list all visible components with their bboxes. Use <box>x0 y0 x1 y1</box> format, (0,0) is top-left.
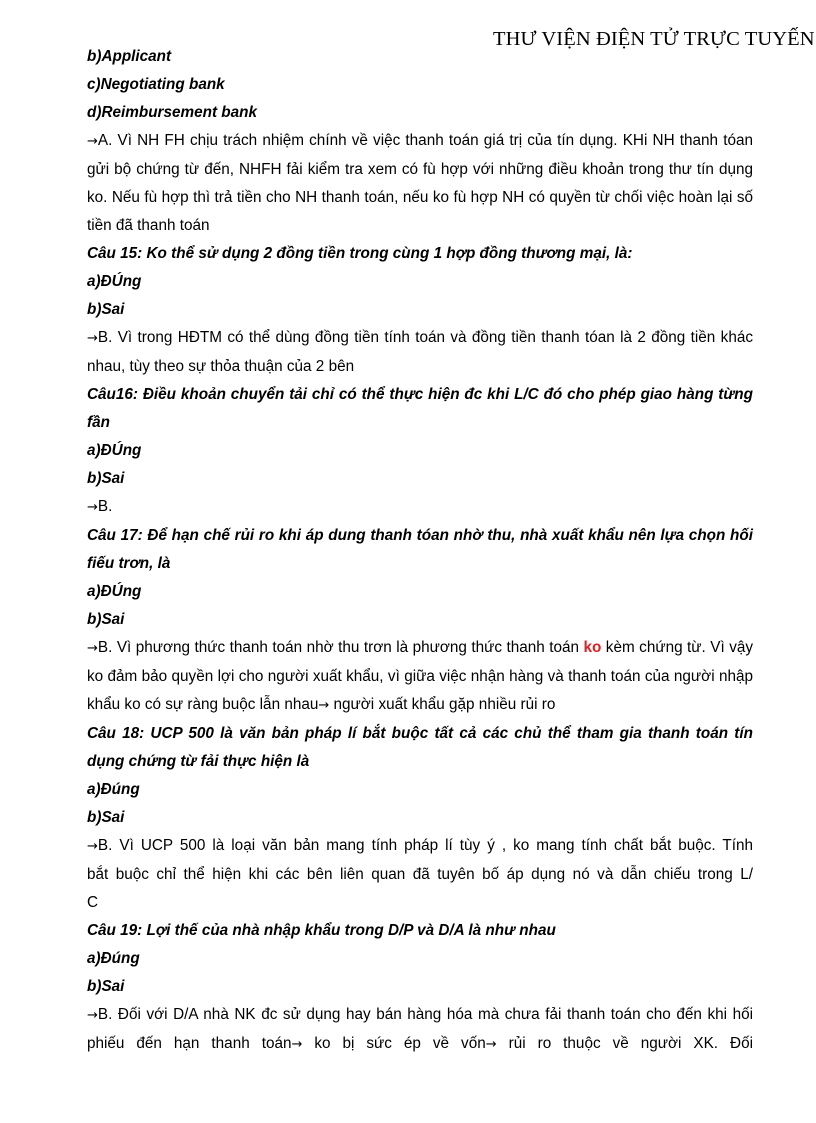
arrow-icon: → <box>87 839 98 854</box>
arrow-icon: → <box>87 331 98 346</box>
arrow-icon: → <box>318 698 330 713</box>
answer-14 <box>87 127 753 240</box>
question-17-option-a: a)ĐÚng <box>87 583 142 600</box>
question-15-option-b: b)Sai <box>87 301 125 318</box>
answer-18-line-3: C <box>87 894 99 911</box>
question-18-option-a: a)Đúng <box>87 781 140 798</box>
arrow-icon: → <box>87 1008 98 1023</box>
header-watermark: THƯ VIỆN ĐIỆN TỬ TRỰC TUYẾN <box>493 28 815 50</box>
question-15-option-a: a)ĐÚng <box>87 273 142 290</box>
answer-15-text: B. Vì trong HĐTM có thể dùng đồng tiền tính toán và đồng tiền thanh tóan là 2 đồng tiền khác nhau, tùy theo sự thỏa thuận của 2 bên <box>87 329 753 375</box>
question-18: Câu 18: UCP 500 là văn bản pháp lí bắt buộc tất cả các chủ thể tham gia thanh toán tín dụng chứng từ fải thực hiện là <box>87 725 753 770</box>
option-b-applicant: b)Applicant <box>87 48 172 65</box>
document-body <box>87 43 753 1059</box>
question-18-option-b: b)Sai <box>87 809 125 826</box>
answer-16-text: B. <box>97 498 113 515</box>
answer-16 <box>87 493 753 522</box>
answer-18-text-1: B. Vì UCP 500 là loại văn bản mang tính pháp lí tùy ý , ko mang tính chất bắt buộc. Tính <box>97 837 753 854</box>
answer-17-highlight: ko <box>583 639 602 656</box>
arrow-icon: → <box>291 1037 303 1052</box>
arrow-icon: → <box>87 641 98 656</box>
question-16-option-b: b)Sai <box>87 470 125 487</box>
answer-18-line-2: bắt buộc chỉ thể hiện khi các bên liên quan đã tuyên bố áp dụng nó và dẫn chiếu trong L/ <box>87 866 753 883</box>
arrow-icon: → <box>87 500 98 515</box>
answer-15 <box>87 324 753 381</box>
question-19-option-a: a)Đúng <box>87 950 140 967</box>
answer-17-text-b: kèm chứng từ. Vì vậy ko đảm bảo quyền lợi cho người xuất khẩu, vì giữa việc nhận hàng và thanh toán của người nhập khẩu ko có sự ràng buộc lẫn nhau <box>87 639 753 713</box>
answer-18-line-1 <box>87 832 753 861</box>
question-19-option-b: b)Sai <box>87 978 125 995</box>
answer-18 <box>87 832 753 917</box>
answer-17-text-a: B. Vì phương thức thanh toán nhờ thu trơn là phương thức thanh toán <box>97 639 584 656</box>
question-19: Câu 19: Lợi thế của nhà nhập khẩu trong D/P và D/A là như nhau <box>87 922 556 939</box>
option-d-reimbursement-bank: d)Reimbursement bank <box>87 104 257 121</box>
answer-17-text-c: người xuất khẩu gặp nhiều rủi ro <box>329 696 556 713</box>
question-17-option-b: b)Sai <box>87 611 125 628</box>
arrow-icon: → <box>87 134 98 149</box>
answer-14-text: A. Vì NH FH chịu trách nhiệm chính về việc thanh toán giá trị của tín dụng. KHi NH thanh tóan gửi bộ chứng từ đến, NHFH fải kiểm tra xem có fù hợp với những điều khoản trong thư tín dụng ko. Nếu fù hợp thì trả tiền cho NH thanh toán, nếu ko fù hợp NH có quyền từ chối việc hoàn lại số tiền đã thanh toán <box>87 132 753 234</box>
answer-19-text-c: rủi ro thuộc về người XK. Đối <box>496 1035 753 1052</box>
answer-19 <box>87 1001 753 1059</box>
option-c-negotiating-bank: c)Negotiating bank <box>87 76 225 93</box>
answer-17 <box>87 634 753 720</box>
question-16: Câu16: Điều khoản chuyển tải chỉ có thể thực hiện đc khi L/C đó cho phép giao hàng từng fần <box>87 386 753 431</box>
question-15: Câu 15: Ko thể sử dụng 2 đồng tiền trong cùng 1 hợp đồng thương mại, là: <box>87 245 633 262</box>
answer-19-text-a: B. Đối với D/A nhà NK đc sử dụng hay bán hàng hóa mà chưa fải thanh toán cho đến khi hối phiếu đến hạn thanh toán <box>87 1006 753 1052</box>
question-16-option-a: a)ĐÚng <box>87 442 142 459</box>
arrow-icon: → <box>485 1037 497 1052</box>
question-17: Câu 17: Để hạn chế rủi ro khi áp dung thanh tóan nhờ thu, nhà xuất khẩu nên lựa chọn hối fiếu trơn, là <box>87 527 753 572</box>
answer-19-text-b: ko bị sức ép về vốn <box>302 1035 486 1052</box>
